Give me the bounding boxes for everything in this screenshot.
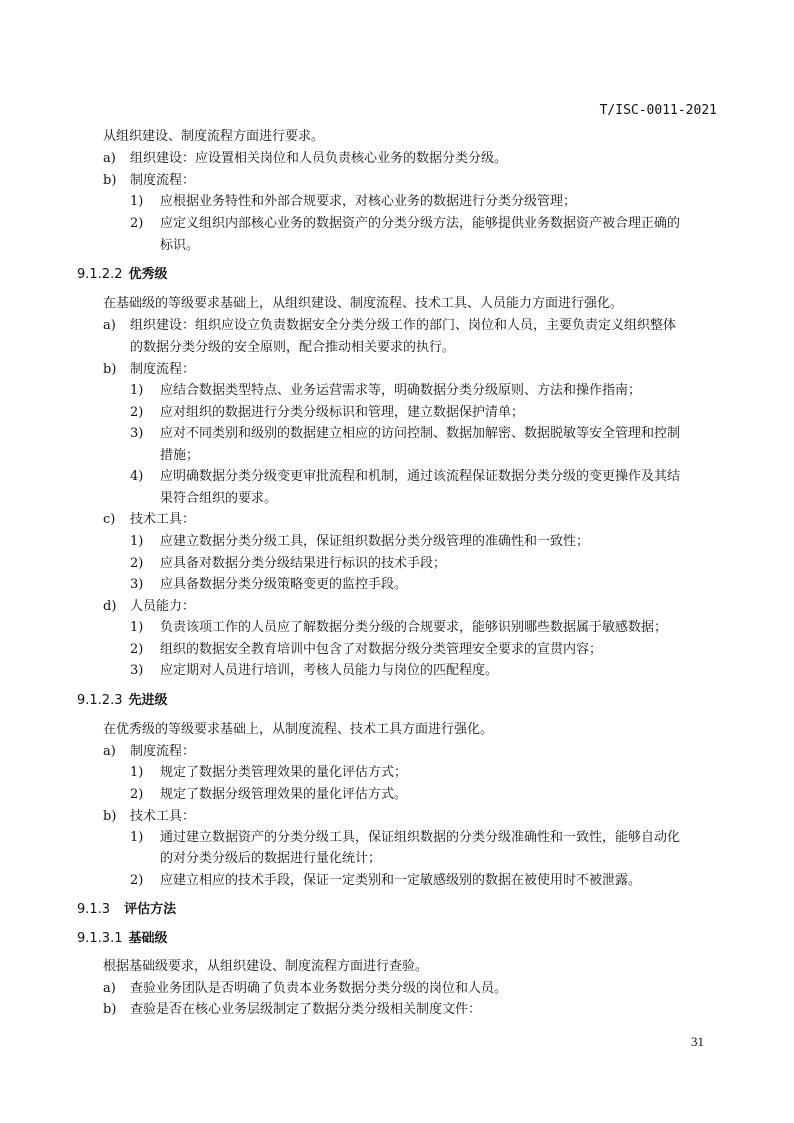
line-text: 应对组织的数据进行分类分级标识和管理，建立数据保护清单； [160, 405, 525, 420]
list-item [103, 1002, 481, 1018]
list-item [130, 426, 680, 442]
paragraph-line [103, 129, 324, 145]
line-text: 应对不同类别和级别的数据建立相应的访问控制、数据加解密、数据脱敏等安全管理和控制 [160, 426, 681, 441]
section-number: 9.1.3 [77, 902, 111, 917]
line-text: 措施； [160, 448, 200, 463]
paragraph-line [160, 491, 277, 507]
list-item [130, 830, 680, 846]
line-text: 从组织建设、制度流程方面进行要求。 [103, 129, 325, 144]
line-text: 规定了数据分类管理效果的量化评估方式； [160, 765, 408, 780]
line-text: 在优秀级的等级要求基础上，从制度流程、技术工具方面进行强化。 [103, 722, 494, 737]
list-marker: 1) [130, 830, 144, 845]
list-item [103, 173, 195, 189]
list-item [130, 663, 498, 679]
line-text: 应建立相应的技术手段，保证一定类别和一定敏感级别的数据在被使用时不被泄露。 [160, 873, 642, 888]
line-text: 制度流程： [130, 362, 196, 377]
paragraph-line [103, 722, 493, 738]
list-marker: a) [103, 151, 116, 166]
list-item [103, 512, 195, 528]
list-item [103, 151, 507, 167]
line-text: 技术工具： [130, 809, 196, 824]
list-marker: 2) [130, 556, 144, 571]
section-number: 9.1.2.3 [77, 693, 123, 708]
line-text: 查验业务团队是否明确了负责本业务数据分类分级的岗位和人员。 [130, 981, 508, 996]
section-title: 评估方法 [124, 902, 177, 917]
line-text: 标识。 [160, 238, 200, 253]
line-text: 的对分类分级后的数据进行量化统计； [160, 851, 382, 866]
list-marker: 2) [130, 405, 144, 420]
line-text: 应具备对数据分类分级结果进行标识的技术手段； [160, 556, 447, 571]
list-item [130, 787, 407, 803]
section-number: 9.1.3.1 [77, 931, 123, 946]
line-text: 应根据业务特性和外部合规要求，对核心业务的数据进行分类分级管理； [160, 194, 577, 209]
list-marker: 1) [130, 194, 144, 209]
list-item [103, 362, 195, 378]
list-marker: d) [103, 599, 117, 614]
list-marker: 3) [130, 426, 144, 441]
list-marker: a) [103, 981, 116, 996]
list-item [103, 809, 195, 825]
line-text: 技术工具： [130, 512, 196, 527]
list-marker: b) [103, 809, 117, 824]
line-text: 应建立数据分类分级工具，保证组织数据分类分级管理的准确性和一致性； [160, 534, 590, 549]
section-heading [77, 267, 168, 283]
list-marker: 2) [130, 873, 144, 888]
line-text: 人员能力： [130, 599, 196, 614]
section-title: 先进级 [128, 693, 168, 708]
list-marker: b) [103, 362, 117, 377]
paragraph-line [130, 340, 455, 356]
list-marker: 2) [130, 216, 144, 231]
section-heading [77, 693, 168, 709]
paragraph-line [103, 959, 428, 975]
line-text: 的数据分类分级的安全原则，配合推动相关要求的执行。 [130, 340, 456, 355]
line-text: 规定了数据分级管理效果的量化评估方式。 [160, 787, 408, 802]
line-text: 查验是否在核心业务层级制定了数据分类分级相关制度文件： [130, 1002, 482, 1017]
list-marker: b) [103, 173, 117, 188]
list-marker: 3) [130, 577, 144, 592]
list-item [103, 744, 195, 760]
list-marker: a) [103, 744, 116, 759]
list-marker: 1) [130, 534, 144, 549]
line-text: 组织建设：组织应设立负责数据安全分类分级工作的部门、岗位和人员，主要负责定义组织整体 [130, 318, 677, 333]
line-text: 通过建立数据资产的分类分级工具，保证组织数据的分类分级准确性和一致性，能够自动化 [160, 830, 681, 845]
line-text: 制度流程： [130, 744, 196, 759]
list-marker: 2) [130, 642, 144, 657]
list-marker: 1) [130, 620, 144, 635]
section-title: 基础级 [128, 931, 168, 946]
list-item [130, 383, 641, 399]
list-item [130, 556, 446, 572]
line-text: 组织建设：应设置相关岗位和人员负责核心业务的数据分类分级。 [130, 151, 508, 166]
paragraph-line [160, 448, 199, 464]
line-text: 果符合组织的要求。 [160, 491, 278, 506]
list-marker: 4) [130, 469, 144, 484]
section-title: 优秀级 [128, 267, 168, 282]
list-item [103, 599, 195, 615]
list-marker: a) [103, 318, 116, 333]
list-item [130, 873, 641, 889]
line-text: 应定义组织内部核心业务的数据资产的分类分级方法，能够提供业务数据资产被合理正确的 [160, 216, 681, 231]
list-item [130, 620, 667, 636]
paragraph-line [103, 296, 623, 312]
list-item [103, 981, 507, 997]
paragraph-line [160, 851, 381, 867]
list-marker: 3) [130, 663, 144, 678]
list-item [130, 765, 407, 781]
line-text: 应结合数据类型特点、业务运营需求等，明确数据分类分级原则、方法和操作指南； [160, 383, 642, 398]
line-text: 组织的数据安全教育培训中包含了对数据分级分类管理安全要求的宣贯内容； [160, 642, 603, 657]
list-marker: 1) [130, 765, 144, 780]
line-text: 应明确数据分类分级变更审批流程和机制，通过该流程保证数据分类分级的变更操作及其结 [160, 469, 681, 484]
line-text: 应定期对人员进行培训，考核人员能力与岗位的匹配程度。 [160, 663, 499, 678]
page-number: 31 [691, 1034, 704, 1049]
list-item [130, 405, 524, 421]
list-item [130, 194, 576, 210]
list-marker: 2) [130, 787, 144, 802]
paragraph-line [160, 238, 199, 254]
line-text: 应具备数据分类分级策略变更的监控手段。 [160, 577, 408, 592]
list-marker: 1) [130, 383, 144, 398]
section-heading [77, 902, 176, 918]
list-marker: b) [103, 1002, 117, 1017]
line-text: 根据基础级要求，从组织建设、制度流程方面进行查验。 [103, 959, 429, 974]
list-item [130, 642, 602, 658]
section-heading [77, 931, 168, 947]
section-number: 9.1.2.2 [77, 267, 123, 282]
list-item [130, 216, 680, 232]
line-text: 在基础级的等级要求基础上，从组织建设、制度流程、技术工具、人员能力方面进行强化。 [103, 296, 624, 311]
list-marker: c) [103, 512, 116, 527]
line-text: 制度流程： [130, 173, 196, 188]
list-item [130, 534, 589, 550]
list-item [103, 318, 676, 334]
line-text: 负责该项工作的人员应了解数据分类分级的合规要求，能够识别哪些数据属于敏感数据； [160, 620, 668, 635]
document-code: T/ISC-0011-2021 [599, 103, 717, 118]
list-item [130, 577, 407, 593]
list-item [130, 469, 680, 485]
